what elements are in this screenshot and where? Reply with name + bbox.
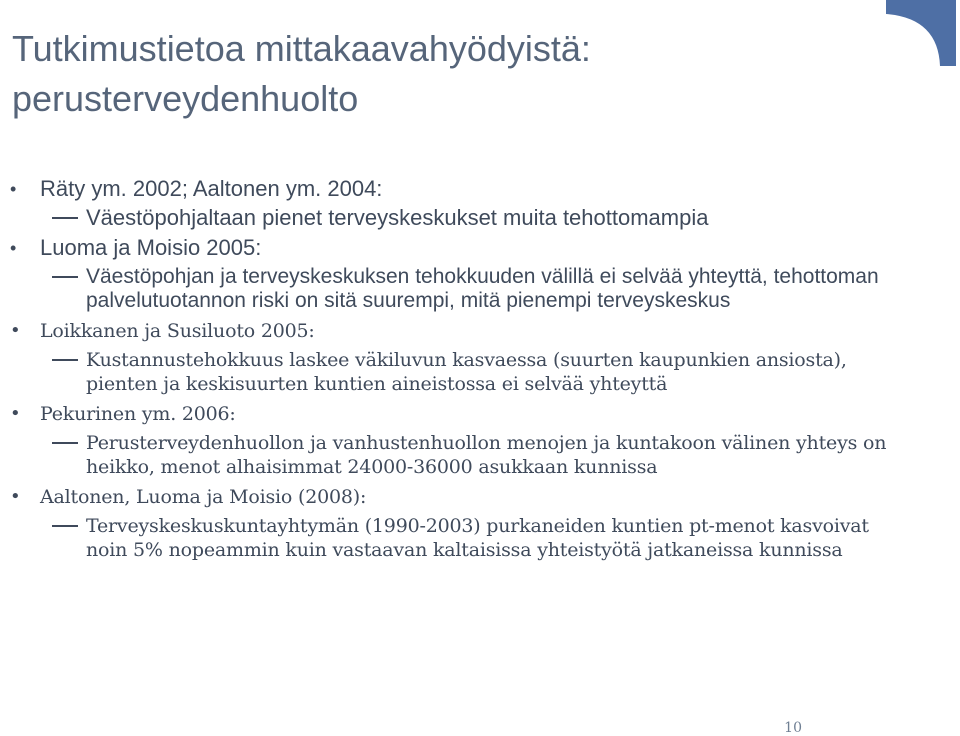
sub-item-pekurinen	[0, 431, 900, 479]
sub-item-aaltonen	[0, 514, 900, 562]
bullet-dot-icon: •	[10, 403, 21, 424]
bullet-text: Luoma ja Moisio 2005:	[40, 235, 262, 260]
bullet-item-raty	[0, 176, 900, 202]
sub-item-text: Kustannustehokkuus laskee väkiluvun kasvaessa (suurten kaupunkien ansiosta), pienten ja keskisuurten kuntien aineistossa ei selvää yhteyttä	[86, 349, 847, 395]
bullet-text: Räty ym. 2002; Aaltonen ym. 2004:	[40, 176, 383, 201]
bullet-dot-icon: •	[10, 238, 17, 258]
bullet-text: Aaltonen, Luoma ja Moisio (2008):	[40, 486, 367, 508]
bullet-text: Loikkanen ja Susiluoto 2005:	[40, 320, 315, 342]
bullet-item-aaltonen	[0, 484, 900, 510]
sub-item-loikkanen	[0, 348, 900, 396]
page-title	[12, 24, 832, 124]
sub-item-text: Väestöpohjaltaan pienet terveyskeskukset muita tehottomampia	[86, 205, 709, 230]
dash-icon	[52, 359, 78, 361]
bullet-list	[0, 176, 900, 567]
dash-icon	[52, 442, 78, 444]
dash-icon	[52, 276, 78, 278]
page-number: 10	[784, 720, 802, 736]
sub-item-text: Väestöpohjan ja terveyskeskuksen tehokkuuden välillä ei selvää yhteyttä, tehottoman palvelutuotannon riski on sitä suurempi, mitä pienempi terveyskeskus	[86, 265, 879, 312]
bullet-dot-icon: •	[10, 179, 17, 199]
sub-item-text: Terveyskeskuskuntayhtymän (1990-2003) purkaneiden kuntien pt-menot kasvoivat noin 5% nopeammin kuin vastaavan kaltaisissa yhteistyötä jatkaneissa kunnissa	[86, 515, 869, 561]
corner-arc-logo-icon	[886, 0, 956, 66]
bullet-item-loikkanen	[0, 318, 900, 344]
bullet-item-luoma	[0, 235, 900, 261]
sub-item-luoma	[0, 265, 900, 313]
title-line-1: Tutkimustietoa mittakaavahyödyistä:	[12, 28, 591, 69]
bullet-dot-icon: •	[10, 320, 21, 341]
bullet-item-pekurinen	[0, 401, 900, 427]
dash-icon	[52, 525, 78, 527]
sub-item-raty	[0, 206, 900, 230]
sub-item-text: Perusterveydenhuollon ja vanhustenhuollon menojen ja kuntakoon välinen yhteys on heikko, menot alhaisimmat 24000-36000 asukkaan kunnissa	[86, 432, 887, 478]
dash-icon	[52, 217, 78, 219]
bullet-dot-icon: •	[10, 486, 21, 507]
bullet-text: Pekurinen ym. 2006:	[40, 403, 236, 425]
title-line-2: perusterveydenhuolto	[12, 78, 359, 119]
